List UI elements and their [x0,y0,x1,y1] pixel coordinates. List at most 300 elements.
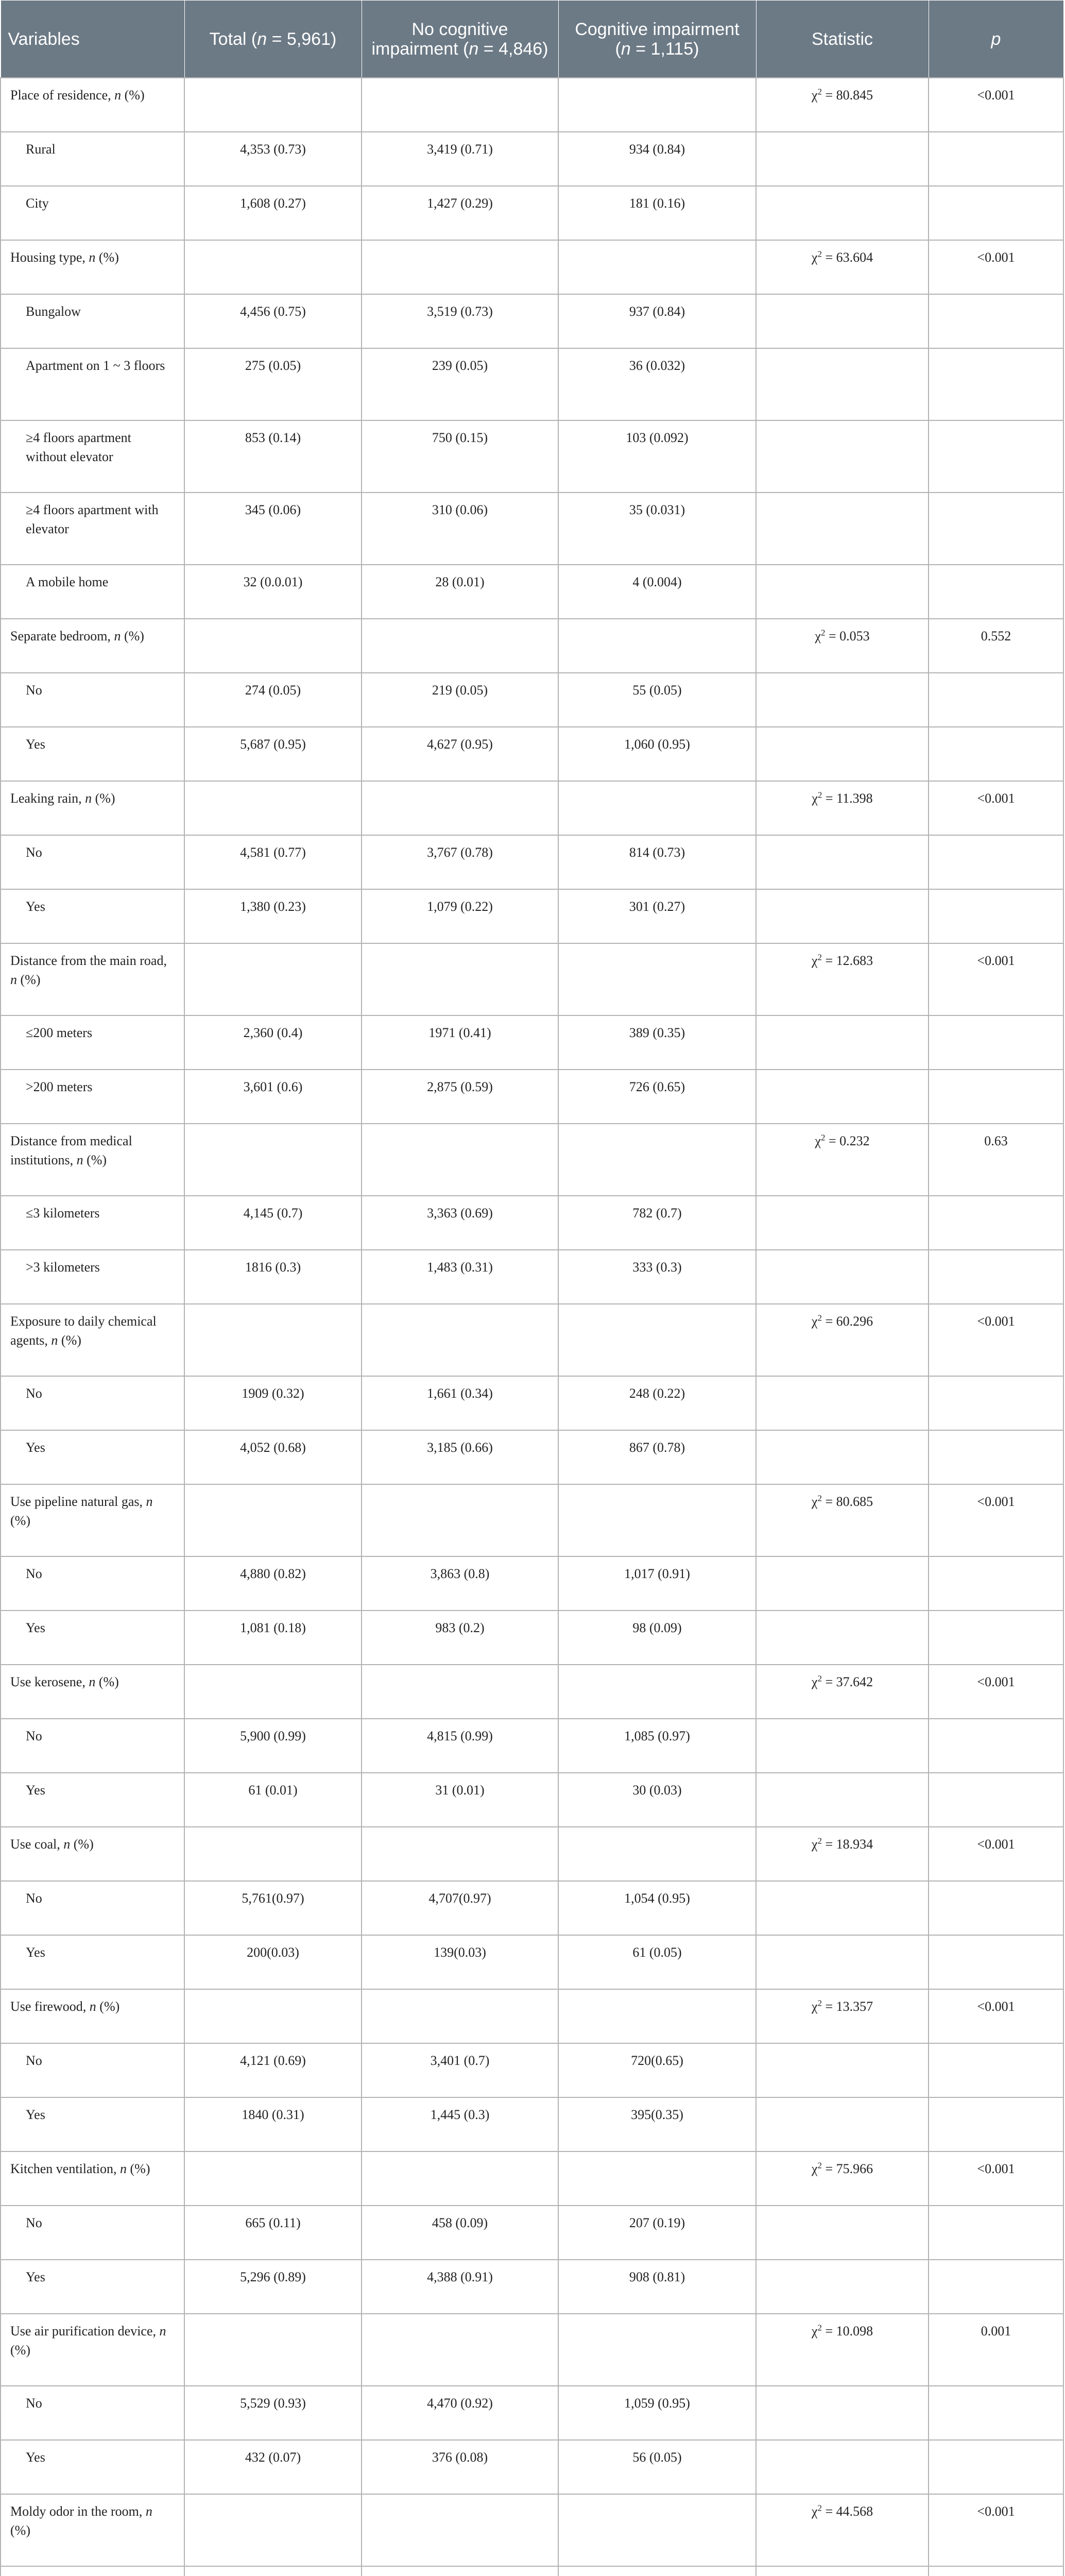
total-cell [184,943,362,1015]
table-row [1,1250,1063,1304]
variable-cell: Use kerosene, n (%) [1,1665,184,1719]
total-cell: 61 (0.01) [184,1773,362,1827]
variable-cell: Yes [1,1430,184,1484]
variable-cell: >3 kilometers [1,1250,184,1304]
table-row [1,1070,1063,1124]
table-row [1,565,1063,619]
p-value-cell [929,1250,1063,1304]
variable-cell: Bungalow [1,294,184,348]
table-row [1,1430,1063,1484]
total-cell: 5,296 (0.89) [184,2260,362,2314]
total-cell: 432 (0.07) [184,2440,362,2494]
table-group-row [1,781,1063,835]
p-value-cell [929,294,1063,348]
variable-cell: Yes [1,2097,184,2151]
no-impairment-cell: 139(0.03) [362,1935,558,1989]
no-impairment-cell [362,1665,558,1719]
variable-cell: Distance from the main road, n (%) [1,943,184,1015]
variable-cell: Yes [1,2260,184,2314]
table-row [1,348,1063,420]
table-row [1,2386,1063,2440]
table-row [1,835,1063,889]
statistic-cell: $\chi^2 = 80.845$ [756,78,929,132]
statistic-cell: $\chi^2 = 60.296$ [756,1304,929,1376]
total-cell: 275 (0.05) [184,348,362,420]
statistic-cell [756,1196,929,1250]
no-impairment-cell: 28 (0.01) [362,565,558,619]
statistic-cell: $\chi^2 = 12.683$ [756,943,929,1015]
table-row [1,2440,1063,2494]
statistic-cell: $\chi^2 = 0.053$ [756,619,929,673]
p-value-cell: <0.001 [929,2494,1063,2566]
table-row [1,420,1063,493]
total-cell [184,2314,362,2386]
total-cell [184,2151,362,2206]
no-impairment-cell: 3,363 (0.69) [362,1196,558,1250]
impairment-cell: 395(0.35) [558,2097,756,2151]
impairment-cell [558,1484,756,1556]
statistic-cell [756,565,929,619]
table-row [1,493,1063,565]
no-impairment-cell: 31 (0.01) [362,1773,558,1827]
statistic-cell [756,2566,929,2576]
p-value-cell [929,348,1063,420]
no-impairment-cell: 458 (0.09) [362,2206,558,2260]
no-impairment-cell: 376 (0.08) [362,2440,558,2494]
variable-cell: Use air purification device, n (%) [1,2314,184,2386]
impairment-cell: 333 (0.3) [558,1250,756,1304]
impairment-cell: 36 (0.032) [558,348,756,420]
statistic-cell [756,2260,929,2314]
total-cell [184,78,362,132]
total-cell: 5,687 (0.95) [184,727,362,781]
total-cell: 3,601 (0.6) [184,1070,362,1124]
impairment-cell: 35 (0.031) [558,493,756,565]
table-header [1,1,1063,78]
variable-cell: Place of residence, n (%) [1,78,184,132]
variable-cell: No [1,1719,184,1773]
table-row [1,889,1063,943]
total-cell: 4,581 (0.77) [184,835,362,889]
p-value-cell [929,2566,1063,2576]
total-cell: 4,353 (0.73) [184,132,362,186]
total-cell [184,1989,362,2043]
impairment-cell: 908 (0.81) [558,2260,756,2314]
p-value-cell: <0.001 [929,1304,1063,1376]
variable-cell: No [1,835,184,889]
table-row [1,1935,1063,1989]
no-impairment-cell [362,78,558,132]
no-impairment-cell [362,1989,558,2043]
impairment-cell: 867 (0.78) [558,1430,756,1484]
total-cell [184,781,362,835]
table-row [1,1881,1063,1935]
variable-cell: Yes [1,1773,184,1827]
p-value-cell: <0.001 [929,1665,1063,1719]
variable-cell: A mobile home [1,565,184,619]
variable-cell: Distance from medical institutions, n (%) [1,1124,184,1196]
p-value-cell: <0.001 [929,1827,1063,1881]
statistic-cell: $\chi^2 = 44.568$ [756,2494,929,2566]
variable-cell: ≤200 meters [1,1015,184,1070]
impairment-cell [558,781,756,835]
header-total: Total (n = 5,961) [184,1,362,78]
table-group-row [1,2494,1063,2566]
statistic-cell [756,420,929,493]
variable-cell: ≥4 floors apartment without elevator [1,420,184,493]
p-value-cell [929,835,1063,889]
p-value-cell: 0.552 [929,619,1063,673]
impairment-cell: 389 (0.35) [558,1015,756,1070]
table-row [1,1611,1063,1665]
variable-cell: Moldy odor in the room, n (%) [1,2494,184,2566]
p-value-cell: <0.001 [929,240,1063,294]
table-group-row [1,78,1063,132]
no-impairment-cell: 983 (0.2) [362,1611,558,1665]
impairment-cell: 1,054 (0.95) [558,1881,756,1935]
statistic-cell [756,1250,929,1304]
impairment-cell [558,1827,756,1881]
variable-cell: Yes [1,1611,184,1665]
table-group-row [1,1124,1063,1196]
variable-cell: Separate bedroom, n (%) [1,619,184,673]
no-impairment-cell: 4,815 (0.99) [362,1719,558,1773]
p-value-cell: <0.001 [929,1989,1063,2043]
statistic-cell: $\chi^2 = 11.398$ [756,781,929,835]
p-value-cell [929,1430,1063,1484]
total-cell: 853 (0.14) [184,420,362,493]
table-group-row [1,2314,1063,2386]
total-cell: 1,380 (0.23) [184,889,362,943]
table-row [1,673,1063,727]
impairment-cell: 1,060 (0.95) [558,727,756,781]
variable-cell: No [1,1556,184,1611]
p-value-cell [929,2206,1063,2260]
table-row [1,132,1063,186]
total-cell [184,1827,362,1881]
no-impairment-cell [362,1484,558,1556]
table-row [1,1196,1063,1250]
impairment-cell: 248 (0.22) [558,1376,756,1430]
no-impairment-cell [362,2314,558,2386]
no-impairment-cell [362,1124,558,1196]
table-row [1,2566,1063,2576]
table-row [1,727,1063,781]
total-cell: 4,052 (0.68) [184,1430,362,1484]
total-cell: 1909 (0.32) [184,1376,362,1430]
statistic-cell [756,835,929,889]
variable-cell: No [1,673,184,727]
no-impairment-cell: 239 (0.05) [362,348,558,420]
impairment-cell: 1,017 (0.91) [558,1556,756,1611]
statistic-cell: $\chi^2 = 0.232$ [756,1124,929,1196]
variable-cell: City [1,186,184,240]
statistic-cell [756,2043,929,2097]
statistic-cell [756,889,929,943]
variable-cell: Housing type, n (%) [1,240,184,294]
total-cell: 4,456 (0.75) [184,294,362,348]
variable-cell: Use firewood, n (%) [1,1989,184,2043]
impairment-cell [558,619,756,673]
p-value-cell [929,420,1063,493]
statistic-cell [756,1015,929,1070]
no-impairment-cell: 2,875 (0.59) [362,1070,558,1124]
total-cell [184,1124,362,1196]
no-impairment-cell: 1971 (0.41) [362,1015,558,1070]
statistic-cell [756,1719,929,1773]
p-value-cell [929,1611,1063,1665]
total-cell: 2,360 (0.4) [184,1015,362,1070]
no-impairment-cell: 1,427 (0.29) [362,186,558,240]
no-impairment-cell: 3,419 (0.71) [362,132,558,186]
total-cell: 200(0.03) [184,1935,362,1989]
p-value-cell [929,2043,1063,2097]
total-cell: 345 (0.06) [184,493,362,565]
p-value-cell [929,1773,1063,1827]
table-row [1,2097,1063,2151]
impairment-cell: 181 (0.16) [558,186,756,240]
p-value-cell [929,1881,1063,1935]
p-value-cell [929,1376,1063,1430]
p-value-cell [929,2097,1063,2151]
variable-cell: Apartment on 1 ~ 3 floors [1,348,184,420]
p-value-cell [929,565,1063,619]
no-impairment-cell: 1,661 (0.34) [362,1376,558,1430]
total-cell: 4,145 (0.7) [184,1196,362,1250]
table-group-row [1,943,1063,1015]
statistic-cell [756,727,929,781]
impairment-cell: 726 (0.65) [558,1070,756,1124]
impairment-cell: 30 (0.03) [558,1773,756,1827]
variable-cell: No [1,1376,184,1430]
statistic-cell: $\chi^2 = 63.604$ [756,240,929,294]
statistic-cell [756,1070,929,1124]
p-value-cell [929,1719,1063,1773]
variable-cell: ≤3 kilometers [1,1196,184,1250]
statistic-cell [756,2097,929,2151]
no-impairment-cell [362,2566,558,2576]
impairment-cell: 782 (0.7) [558,1196,756,1250]
p-value-cell [929,727,1063,781]
variable-cell: Kitchen ventilation, n (%) [1,2151,184,2206]
statistic-cell [756,2440,929,2494]
total-cell: 5,529 (0.93) [184,2386,362,2440]
no-impairment-cell: 4,707(0.97) [362,1881,558,1935]
p-value-cell [929,1556,1063,1611]
impairment-cell: 207 (0.19) [558,2206,756,2260]
total-cell: 5,761(0.97) [184,1881,362,1935]
statistic-cell [756,1556,929,1611]
no-impairment-cell: 4,388 (0.91) [362,2260,558,2314]
variable-cell: ≥4 floors apartment with elevator [1,493,184,565]
table-group-row [1,1827,1063,1881]
statistic-cell [756,1881,929,1935]
variable-cell [1,2566,184,2576]
p-value-cell [929,673,1063,727]
total-cell [184,1665,362,1719]
total-cell: 5,900 (0.99) [184,1719,362,1773]
total-cell [184,240,362,294]
statistic-cell [756,1773,929,1827]
header-cognitive-impairment: Cognitive impairment (n = 1,115) [558,1,756,78]
no-impairment-cell: 1,079 (0.22) [362,889,558,943]
table-row [1,294,1063,348]
total-cell [184,1484,362,1556]
table-row [1,1719,1063,1773]
no-impairment-cell: 3,863 (0.8) [362,1556,558,1611]
impairment-cell: 103 (0.092) [558,420,756,493]
p-value-cell: <0.001 [929,943,1063,1015]
no-impairment-cell [362,619,558,673]
no-impairment-cell: 3,519 (0.73) [362,294,558,348]
total-cell: 1840 (0.31) [184,2097,362,2151]
no-impairment-cell: 4,470 (0.92) [362,2386,558,2440]
impairment-cell: 4 (0.004) [558,565,756,619]
p-value-cell [929,2260,1063,2314]
no-impairment-cell: 750 (0.15) [362,420,558,493]
p-value-cell [929,2386,1063,2440]
statistic-cell [756,132,929,186]
impairment-cell [558,1989,756,2043]
impairment-cell [558,78,756,132]
impairment-cell [558,240,756,294]
no-impairment-cell: 3,185 (0.66) [362,1430,558,1484]
p-value-cell [929,1935,1063,1989]
table-row [1,1556,1063,1611]
p-value-cell: 0.63 [929,1124,1063,1196]
no-impairment-cell: 1,483 (0.31) [362,1250,558,1304]
header-statistic: Statistic [756,1,929,78]
statistic-cell [756,2206,929,2260]
table-body [1,78,1063,2576]
statistic-cell: $\chi^2 = 75.966$ [756,2151,929,2206]
table-row [1,186,1063,240]
table-group-row [1,1989,1063,2043]
variable-cell: Yes [1,2440,184,2494]
no-impairment-cell [362,1304,558,1376]
no-impairment-cell: 3,767 (0.78) [362,835,558,889]
table-group-row [1,1304,1063,1376]
p-value-cell: <0.001 [929,78,1063,132]
no-impairment-cell [362,1827,558,1881]
total-cell: 274 (0.05) [184,673,362,727]
p-value-cell: <0.001 [929,781,1063,835]
variable-cell: Exposure to daily chemical agents, n (%) [1,1304,184,1376]
variable-cell: Use pipeline natural gas, n (%) [1,1484,184,1556]
table-row [1,2206,1063,2260]
statistic-cell [756,1430,929,1484]
statistic-cell: $\chi^2 = 18.934$ [756,1827,929,1881]
p-value-cell [929,1015,1063,1070]
variable-cell: Use coal, n (%) [1,1827,184,1881]
variable-cell: Rural [1,132,184,186]
impairment-cell [558,1304,756,1376]
total-cell: 32 (0.0.01) [184,565,362,619]
p-value-cell: <0.001 [929,2151,1063,2206]
total-cell: 1,608 (0.27) [184,186,362,240]
total-cell [184,619,362,673]
total-cell [184,1304,362,1376]
impairment-cell [558,2151,756,2206]
table-row [1,1015,1063,1070]
total-cell: 1816 (0.3) [184,1250,362,1304]
variable-cell: No [1,2206,184,2260]
total-cell: 1,081 (0.18) [184,1611,362,1665]
total-cell [184,2566,362,2576]
table-row [1,1773,1063,1827]
impairment-cell: 934 (0.84) [558,132,756,186]
p-value-cell [929,2440,1063,2494]
impairment-cell: 61 (0.05) [558,1935,756,1989]
statistic-cell: $\chi^2 = 13.357$ [756,1989,929,2043]
variable-cell: Yes [1,889,184,943]
impairment-cell: 55 (0.05) [558,673,756,727]
table-group-row [1,240,1063,294]
impairment-cell [558,943,756,1015]
header-no-cognitive-impairment: No cognitive impairment (n = 4,846) [362,1,558,78]
total-cell: 665 (0.11) [184,2206,362,2260]
p-value-cell [929,132,1063,186]
variable-cell: >200 meters [1,1070,184,1124]
statistic-cell [756,493,929,565]
statistic-cell: $\chi^2 = 37.642$ [756,1665,929,1719]
variable-cell: Yes [1,1935,184,1989]
total-cell: 4,121 (0.69) [184,2043,362,2097]
p-value-cell: <0.001 [929,1484,1063,1556]
impairment-cell [558,2494,756,2566]
p-value-cell [929,1070,1063,1124]
variable-cell: No [1,1881,184,1935]
statistic-cell [756,294,929,348]
total-cell [184,2494,362,2566]
statistic-cell [756,348,929,420]
statistic-cell [756,673,929,727]
no-impairment-cell: 3,401 (0.7) [362,2043,558,2097]
statistic-cell [756,1935,929,1989]
table-group-row [1,1665,1063,1719]
table-row [1,1376,1063,1430]
p-value-cell: 0.001 [929,2314,1063,2386]
table-group-row [1,1484,1063,1556]
no-impairment-cell [362,943,558,1015]
statistic-cell [756,186,929,240]
no-impairment-cell: 4,627 (0.95) [362,727,558,781]
no-impairment-cell [362,2494,558,2566]
impairment-cell: 56 (0.05) [558,2440,756,2494]
statistic-cell [756,2386,929,2440]
variable-cell: Yes [1,727,184,781]
statistic-cell: $\chi^2 = 10.098$ [756,2314,929,2386]
table-row [1,2043,1063,2097]
no-impairment-cell [362,2151,558,2206]
impairment-cell: 937 (0.84) [558,294,756,348]
p-value-cell [929,493,1063,565]
statistic-cell: $\chi^2 = 80.685$ [756,1484,929,1556]
no-impairment-cell [362,781,558,835]
impairment-cell: 1,059 (0.95) [558,2386,756,2440]
variable-cell: Leaking rain, n (%) [1,781,184,835]
impairment-cell [558,1124,756,1196]
statistic-cell [756,1376,929,1430]
header-p-value: p [929,1,1063,78]
no-impairment-cell: 219 (0.05) [362,673,558,727]
no-impairment-cell: 310 (0.06) [362,493,558,565]
impairment-cell [558,2566,756,2576]
impairment-cell: 1,085 (0.97) [558,1719,756,1773]
variable-cell: No [1,2043,184,2097]
table-row [1,2260,1063,2314]
no-impairment-cell: 1,445 (0.3) [362,2097,558,2151]
